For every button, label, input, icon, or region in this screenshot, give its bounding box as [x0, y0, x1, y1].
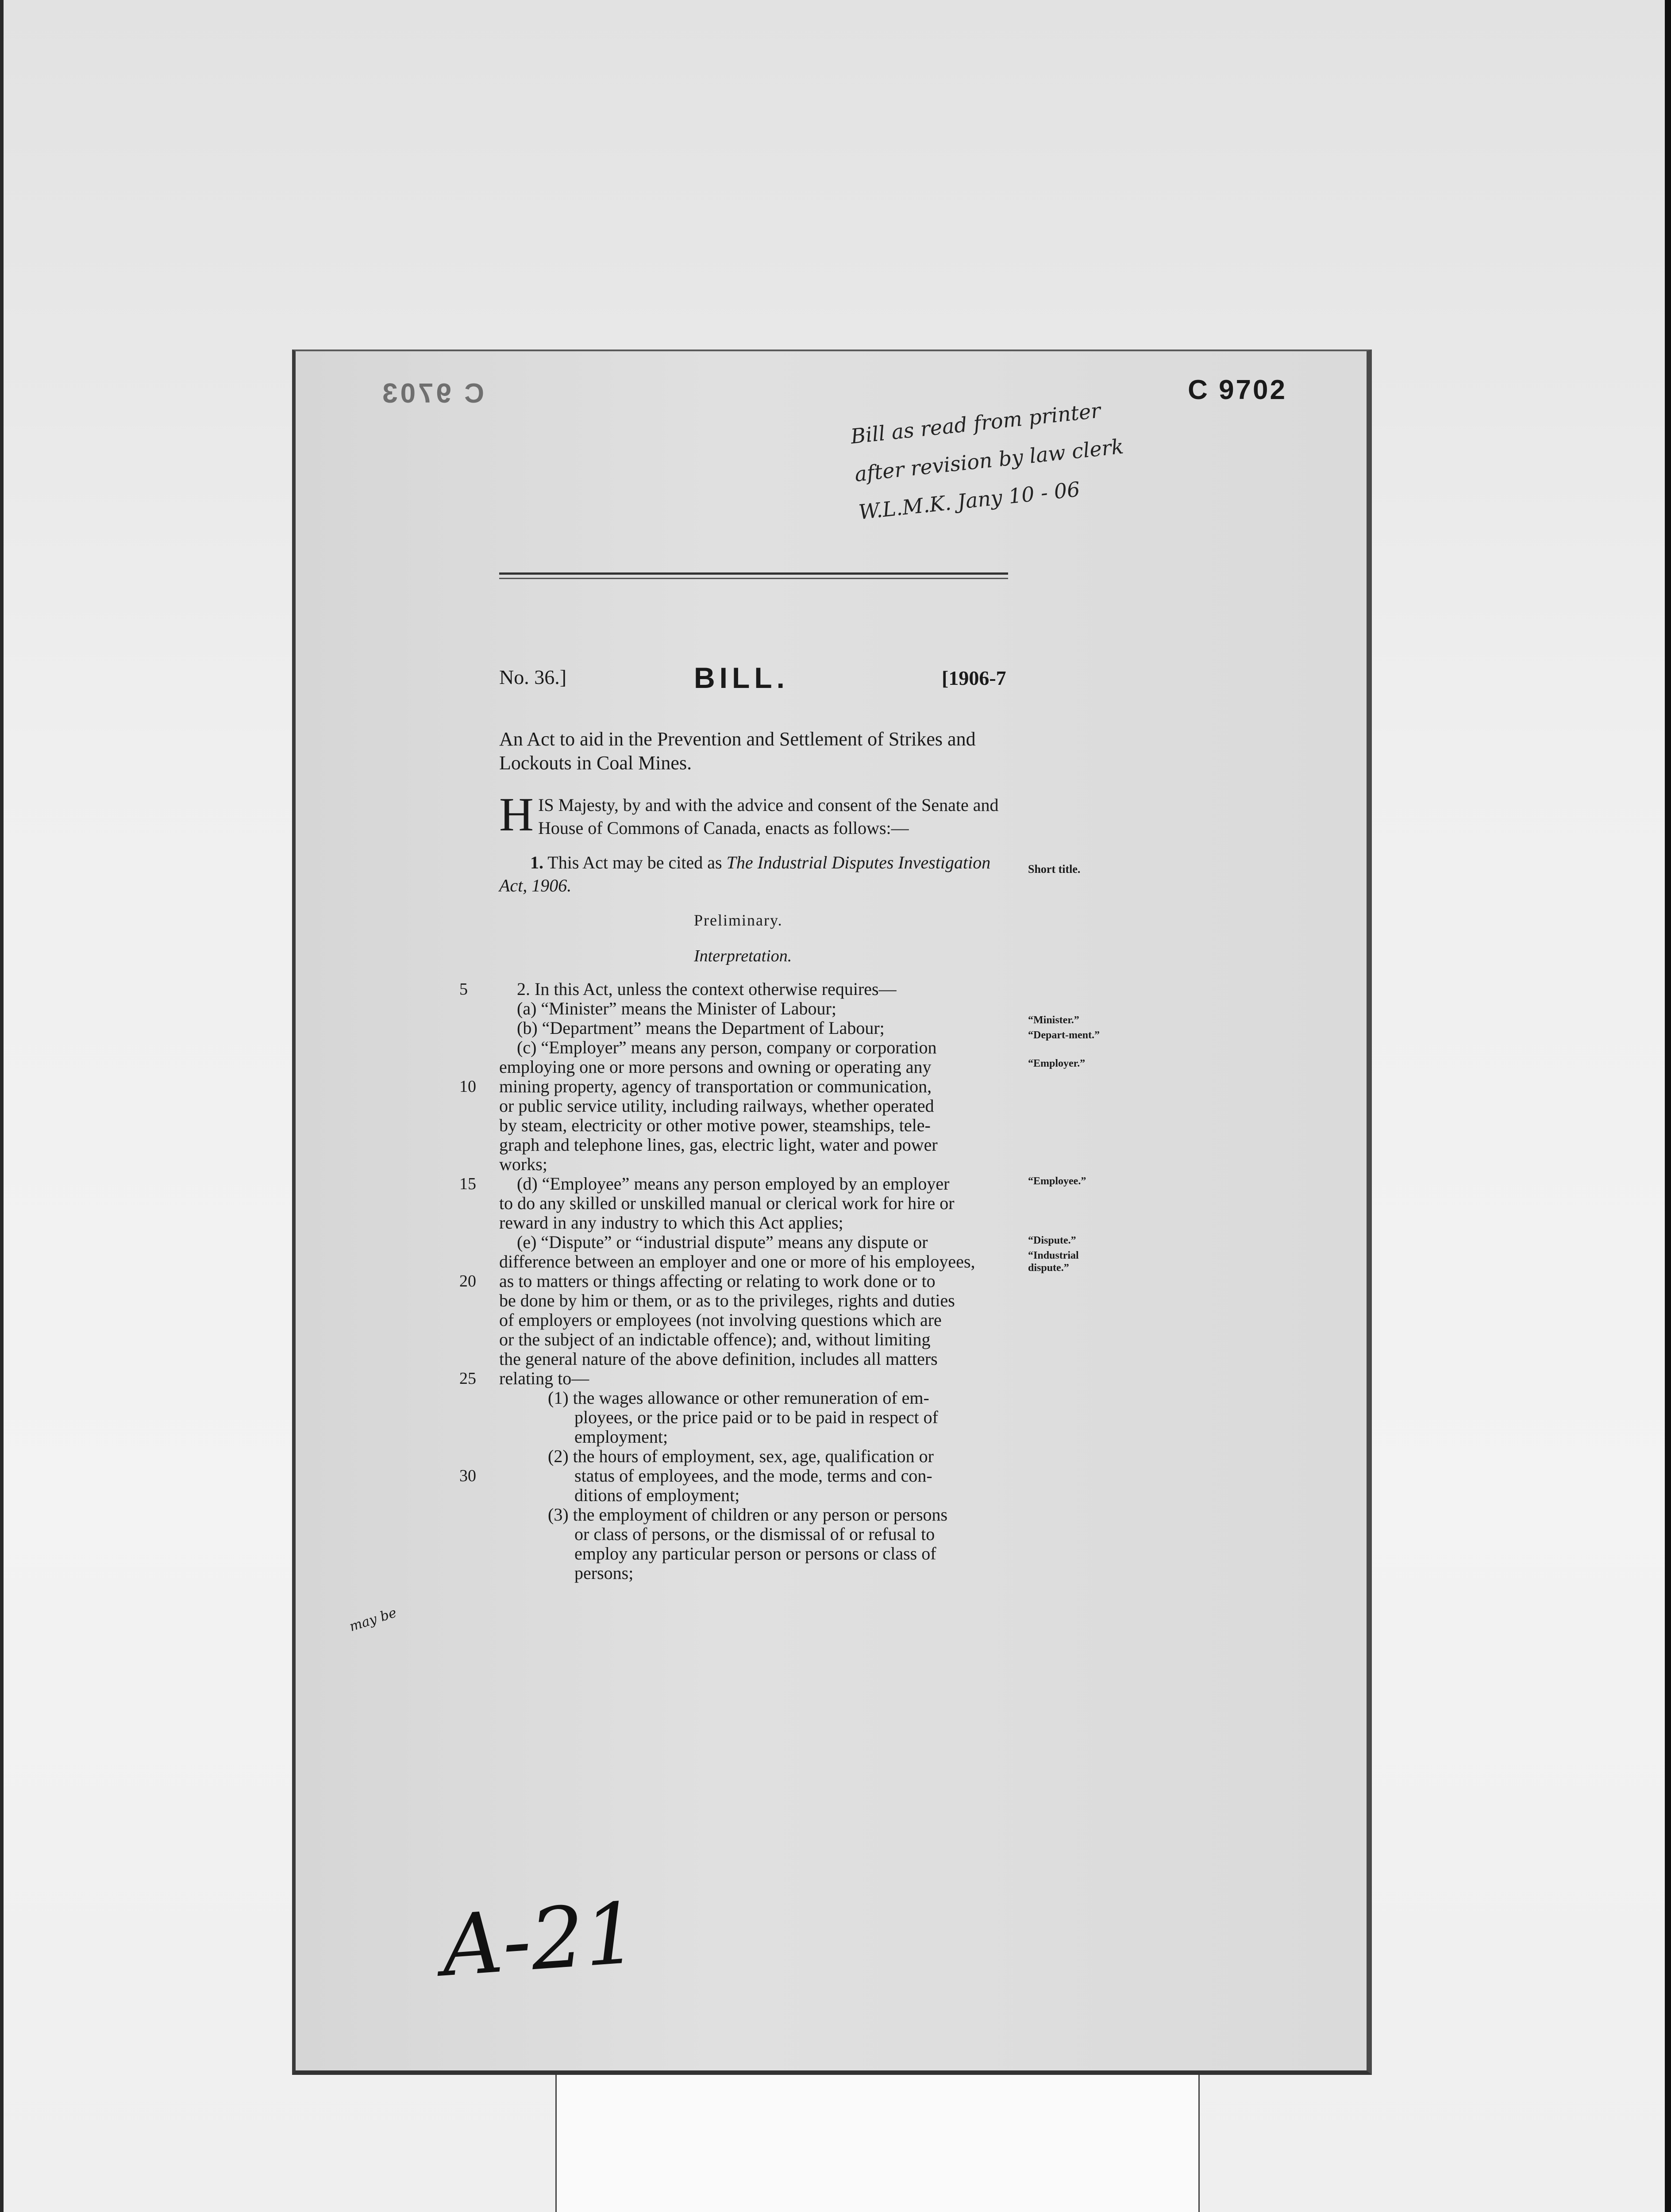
body-line: relating to— — [499, 1368, 589, 1388]
body-line: by steam, electricity or other motive power, steamships, tele- — [499, 1115, 931, 1135]
body-line: (a) “Minister” means the Minister of Labour; — [517, 998, 836, 1018]
line-number: 5 — [459, 980, 468, 998]
body-line: the general nature of the above definition, includes all matters — [499, 1349, 938, 1369]
body-line: status of employees, and the mode, terms and con- — [574, 1466, 932, 1486]
body-line: or public service utility, including railways, whether operated — [499, 1096, 934, 1116]
heading-preliminary: Preliminary. — [694, 911, 783, 929]
body-line: difference between an employer and one or more of his employees, — [499, 1252, 975, 1271]
body-line: of employers or employees (not involving questions which are — [499, 1310, 942, 1330]
film-edge-right — [1665, 0, 1671, 2212]
film-edge-left — [0, 0, 4, 2212]
body-line: reward in any industry to which this Act applies; — [499, 1213, 843, 1233]
body-line: to do any skilled or unskilled manual or clerical work for hire or — [499, 1193, 955, 1213]
session: [1906-7 — [942, 667, 1006, 689]
margin-note-minister: “Minister.” — [1028, 1014, 1079, 1026]
header-rule — [499, 572, 1008, 575]
section-1-text: This Act may be cited as — [543, 853, 727, 872]
enacting-clause — [499, 788, 1030, 841]
body-line: (3) the employment of children or any person or persons — [548, 1505, 948, 1525]
body-line: (b) “Department” means the Department of Labour; — [517, 1018, 885, 1038]
body-line: works; — [499, 1154, 547, 1174]
bill-title: BILL. — [694, 661, 789, 694]
body-line: (d) “Employee” means any person employed by an employer — [517, 1174, 950, 1194]
body-line: or the subject of an indictable offence); and, without limiting — [499, 1329, 931, 1349]
body-line: employ any particular person or persons or class of — [574, 1544, 936, 1563]
margin-note-industrial-dispute: “Industrial dispute.” — [1028, 1250, 1079, 1274]
section-number: 1. — [530, 853, 543, 872]
margin-note-employee: “Employee.” — [1028, 1175, 1086, 1187]
body-line: employing one or more persons and owning or operating any — [499, 1057, 932, 1077]
body-line: ditions of employment; — [574, 1485, 740, 1505]
handwritten-side-note: may be — [347, 1605, 399, 1635]
body-line: (1) the wages allowance or other remuneration of em- — [548, 1388, 929, 1408]
body-line: (2) the hours of employment, sex, age, qualification or — [548, 1446, 934, 1466]
ghost-reference-number: C 9703 — [380, 378, 484, 409]
bill-page — [292, 349, 1372, 2075]
body-line: or class of persons, or the dismissal of or refusal to — [574, 1524, 935, 1544]
bill-number: No. 36.] — [499, 666, 567, 688]
handwritten-note-line: after revision by law clerk — [853, 434, 1125, 487]
line-number: 20 — [459, 1272, 476, 1290]
body-line: mining property, agency of transportation or communication, — [499, 1076, 932, 1096]
section-1 — [499, 851, 1017, 897]
enacting-text: IS Majesty, by and with the advice and consent of the Senate and House of Commons of Canada, enacts as follows:— — [538, 795, 999, 838]
line-number: 15 — [459, 1175, 476, 1193]
margin-note-dispute: “Dispute.” — [1028, 1235, 1076, 1246]
long-title: An Act to aid in the Prevention and Settlement of Strikes and Lockouts in Coal Mines. — [499, 728, 976, 774]
body-line: be done by him or them, or as to the privileges, rights and duties — [499, 1290, 955, 1310]
reference-number: C 9702 — [1188, 375, 1287, 405]
drop-cap: H — [499, 788, 534, 841]
archive-mark: A-21 — [438, 1884, 641, 1996]
collection-label — [555, 2075, 1200, 2212]
margin-note-short-title: Short title. — [1028, 863, 1081, 876]
body-line: as to matters or things affecting or relating to work done or to — [499, 1271, 936, 1291]
line-number: 10 — [459, 1077, 476, 1096]
section-2-text — [499, 979, 1017, 1583]
line-number: 25 — [459, 1369, 476, 1388]
handwritten-note-line: W.L.M.K. Jany 10 - 06 — [857, 477, 1081, 524]
body-line: 2. In this Act, unless the context otherwise requires— — [517, 979, 897, 999]
body-line: ployees, or the price paid or to be paid in respect of — [574, 1407, 938, 1427]
header-rule — [499, 578, 1008, 579]
body-line: persons; — [574, 1563, 634, 1583]
margin-note-department: “Depart-ment.” — [1028, 1029, 1100, 1041]
heading-interpretation: Interpretation. — [694, 947, 792, 965]
margin-note-employer: “Employer.” — [1028, 1058, 1086, 1069]
body-line: graph and telephone lines, gas, electric light, water and power — [499, 1135, 938, 1155]
body-line: (e) “Dispute” or “industrial dispute” means any dispute or — [517, 1232, 928, 1252]
body-line: employment; — [574, 1427, 668, 1447]
body-line: (c) “Employer” means any person, company or corporation — [517, 1037, 937, 1057]
line-number: 30 — [459, 1467, 476, 1485]
handwritten-note-line: Bill as read from printer — [849, 398, 1102, 449]
short-title-text: The Industrial Disputes Investigation Act, 1906. — [499, 853, 991, 895]
